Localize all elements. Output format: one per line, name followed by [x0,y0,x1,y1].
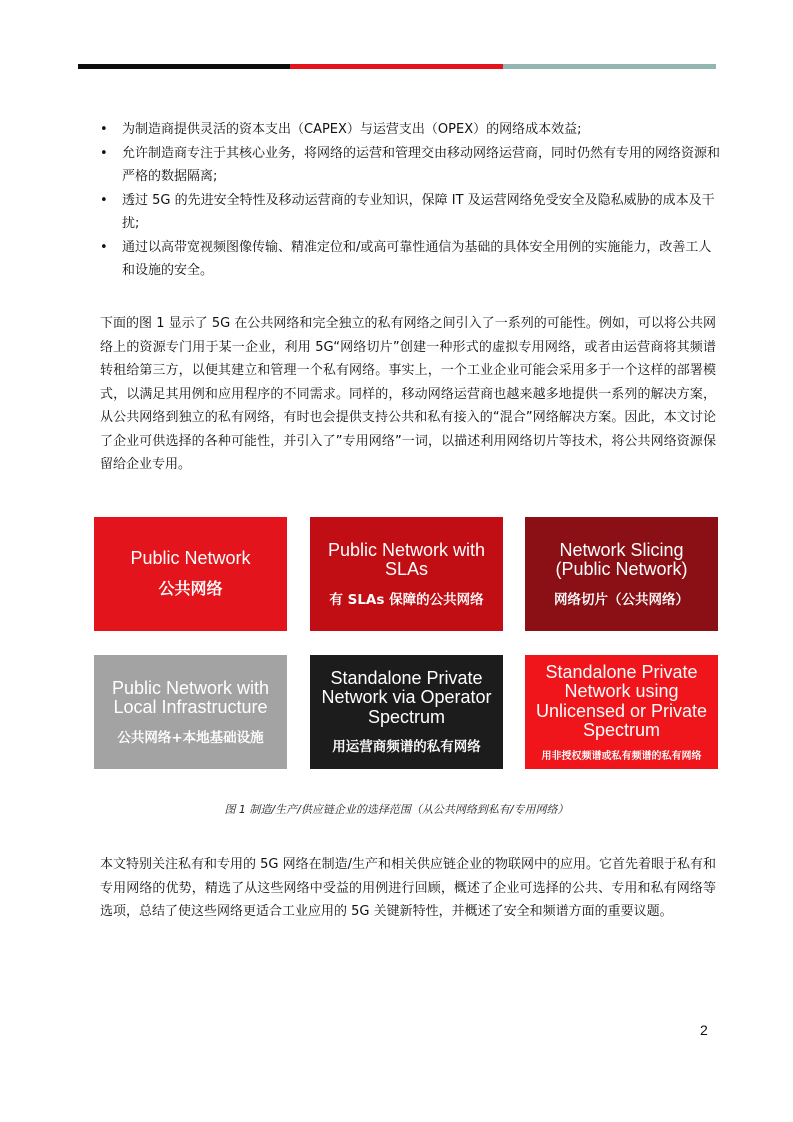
header-bar-black-segment [78,64,290,69]
header-bar-teal-segment [503,64,716,69]
tile-standalone-private-unlicensed-spectrum: Standalone Private Network using Unlicensed or Private Spectrum 用非授权频谱或私有频谱的私有网络 [525,655,718,769]
benefits-bullet-list [100,118,720,283]
page-number: 2 [700,1022,708,1038]
scope-paragraph: 本文特别关注私有和专用的 5G 网络在制造/生产和相关供应链企业的物联网中的应用。它首先着眼于私有和专用网络的优势，精选了从这些网络中受益的用例进行回顾，概述了企业可选择的公共、专用和私有网络等选项，总结了使这些网络更适合工业应用的 5G 关键新特性，并概述了安全和频谱方面的重要议题。 [100,857,716,919]
bullet-item: • 透过 5G 的先进安全特性及移动运营商的专业知识，保障 IT 及运营网络免受安全及隐私威胁的成本及干扰; [100,189,720,236]
bullet-dot-icon: • [100,192,108,208]
tile-public-network: Public Network 公共网络 [94,517,287,631]
bullet-dot-icon: • [100,239,108,255]
header-bar-red-segment [290,64,503,69]
bullet-item: • 为制造商提供灵活的资本支出（CAPEX）与运营支出（OPEX）的网络成本效益; [100,118,720,142]
header-color-bar [78,64,716,69]
intro-paragraph: 下面的图 1 显示了 5G 在公共网络和完全独立的私有网络之间引入了一系列的可能性。例如，可以将公共网络上的资源专门用于某一企业，利用 5G“网络切片”创建一种形式的虚拟专用网络，或者由运营商将其频谱转租给第三方，以便其建立和管理一个私有网络。事实上，一个工业企业可能会采用多于一个这样的部署模式，以满足其用例和应用程序的不同需求。同样的，移动网络运营商也越来越多地提供一系列的解决方案，从公共网络到独立的私有网络，有时也会提供支持公共和私有接入的“混合”网络解决方案。因此，本文讨论了企业可供选择的各种可能性，并引入了”专用网络”一词，以描述利用网络切片等技术，将公共网络资源保留给企业专用。 [100,316,716,472]
bullet-dot-icon: • [100,145,108,161]
bullet-item: • 允许制造商专注于其核心业务，将网络的运营和管理交由移动网络运营商，同时仍然有专用的网络资源和严格的数据隔离; [100,142,720,189]
figure-caption: 图 1 制造/生产/供应链企业的选择范围（从公共网络到私有/专用网络） [224,803,569,816]
tile-standalone-private-operator-spectrum: Standalone Private Network via Operator Spectrum 用运营商频谱的私有网络 [310,655,503,769]
tile-network-slicing: Network Slicing (Public Network) 网络切片（公共网络） [525,517,718,631]
bullet-item: • 通过以高带宽视频图像传输、精准定位和/或高可靠性通信为基础的具体安全用例的实施能力，改善工人和设施的安全。 [100,236,720,283]
tile-public-network-local-infrastructure: Public Network with Local Infrastructure 公共网络+本地基础设施 [94,655,287,769]
tile-public-network-slas: Public Network with SLAs 有 SLAs 保障的公共网络 [310,517,503,631]
bullet-dot-icon: • [100,122,108,137]
